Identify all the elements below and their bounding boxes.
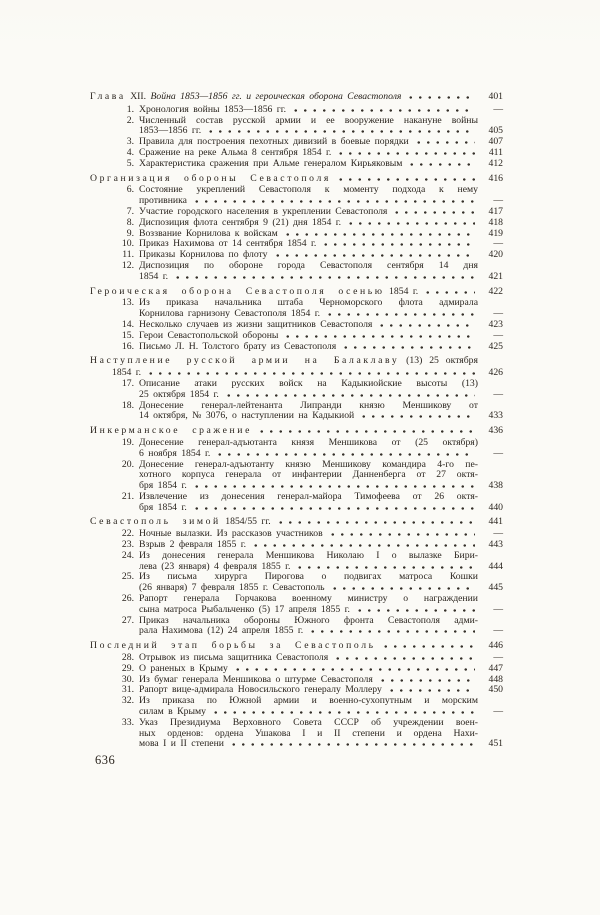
entry-number: 33. [121,716,134,728]
entry-text: Из письма хирурга Пирогова о подвигах матроса Кошки [139,571,478,583]
entry-text: Численный состав русской армии и ее вооружение накануне войны [139,114,478,126]
page-folio: 636 [95,753,116,767]
page-number: 446 [488,640,503,652]
page-number: 422 [488,285,503,297]
page-number: — [493,528,503,540]
toc-section-row [90,356,503,367]
toc-section-row [90,517,503,528]
entry-text [90,356,478,367]
entry-number: 8. [126,216,134,228]
dot-leader [233,668,475,671]
dot-leader [321,243,475,246]
page-number: 423 [488,318,503,330]
entry-number: 23. [121,539,134,551]
entry-number: 28. [121,652,134,664]
page-number: 436 [488,425,503,437]
entry-text: мова I и II степени [139,738,224,750]
page-number: — [493,103,503,115]
toc-continuation-row [90,449,503,460]
page-number: 441 [488,516,503,528]
page-number: — [493,238,503,250]
entry-number: 17. [121,377,134,389]
toc-item-row [90,105,503,116]
entry-text-part: Севастополь зимой [90,516,221,528]
page-number: 418 [488,216,503,228]
page-number: — [493,652,503,664]
page-number: 447 [488,662,503,674]
entry-text-part: Последний этап борьбы за Севастополь [90,640,376,652]
entry-text [90,517,271,528]
dot-leader [407,163,475,166]
toc-section-row [90,641,503,652]
dot-leader [173,276,475,279]
entry-number: 18. [121,399,134,411]
entry-text: Из донесения генерала Меншикова Николаю I о вылазке Бири- [139,549,478,561]
entry-text: Рапорт вице-адмирала Новосильского генералу Моллеру [139,684,382,696]
entry-number: 24. [121,549,134,561]
toc-section-row [90,287,503,298]
dot-leader [192,485,475,488]
entry-text-part: Организация обороны Севастополя [90,172,331,184]
dot-leader [355,609,475,612]
entry-number: 11. [122,249,134,261]
dot-leader [336,178,475,181]
entry-text: бря 1854 г. [139,501,187,513]
entry-text: Приказ начальника обороны Южного фронта Севастополя адми- [139,614,478,626]
entry-number: 21. [121,490,134,502]
page-number: 405 [488,125,503,137]
dot-leader [377,324,475,327]
entry-text: сына матроса Рыбальченко (5) 17 апреля 1855 г. [139,603,350,615]
entry-text: Из приказа начальника штаба Черноморского флота адмирала [139,297,478,309]
dot-leader [192,507,475,510]
page-number: — [493,706,503,718]
entry-number: 26. [121,593,134,605]
page-number: 433 [488,410,503,422]
entry-text: Диспозиция флота сентября 9 (21) дня 1854 г. [139,216,342,228]
dot-leader [206,130,475,133]
entry-text: Характеристика сражения при Альме генералом Кирьяковым [139,157,403,169]
entry-text-part: 1854 г. [384,285,419,297]
toc-item-row [90,331,503,342]
entry-text: Несколько случаев из жизни защитников Севастополя [139,318,373,330]
entry-text: 1854 г. [112,367,142,379]
entry-number: 15. [121,329,134,341]
dot-leader [215,453,475,456]
entry-text: Воззвание Корнилова к войскам [139,227,278,239]
entry-text: 6 ноября 1854 г. [139,447,211,459]
page-number: 440 [488,501,503,513]
dot-leader [257,430,475,433]
page-number: 401 [488,91,503,102]
entry-number: 12. [121,259,134,271]
entry-text [90,287,418,298]
entry-text: бря 1854 г. [139,480,187,492]
entry-text-part: Наступление русской армии на Балаклаву [90,355,400,367]
dot-leader [325,313,475,316]
dot-leader [251,544,475,547]
entry-text: (26 января) 7 февраля 1855 г. Севастополь [139,582,325,594]
dot-leader [359,415,475,418]
page-number: — [493,603,503,615]
entry-text [90,641,376,652]
entry-number: 7. [126,205,134,217]
toc-continuation-row [90,503,503,514]
entry-text: Из бумаг генерала Меншикова о штурме Севастополя [139,673,373,685]
entry-number: 22. [121,528,134,540]
page-number: 450 [488,684,503,696]
entry-text: Герои Севастопольской обороны [139,329,279,341]
toc-list [90,92,503,750]
dot-leader [283,233,475,236]
entry-number: 27. [121,614,134,626]
entry-text: Корнилова гарнизону Севастополя 1854 г. [139,308,321,320]
toc-item-row [90,159,503,170]
page-number: — [493,308,503,320]
dot-leader [341,346,475,349]
entry-text: противника [139,195,187,207]
page-number: 425 [488,340,503,352]
entry-text: Из приказа по Южной армии и военно-сухопутным и морским [139,695,478,707]
dot-leader [336,152,475,155]
entry-text: Участие городского населения в укреплении Севастополя [139,205,388,217]
entry-number: 29. [121,662,134,674]
entry-text-part: XII. [125,91,151,102]
toc-item-row [90,718,503,729]
entry-text-part: (13) 25 октября [399,355,478,367]
entry-text: Приказы Корнилова по флоту [139,249,268,261]
entry-text: Состояние укреплений Севастополя к моменту подхода к нему [139,184,478,196]
dot-leader [378,679,475,682]
entry-text [90,426,252,437]
entry-text: Правила для построения пехотных дивизий в боевые порядки [139,136,409,148]
entry-text [90,92,401,103]
dot-leader [224,394,475,397]
entry-text: Донесение генерал-адъютанту князю Меншикову командира 4-го пе- [139,458,478,470]
entry-text: ных орденов: ордена Ушакова I и II степени и ордена Нахи- [139,727,478,739]
entry-number: 5. [126,157,134,169]
entry-text: Донесение генерал-адъютанта князя Меншикова от (25 октября) [139,436,478,448]
entry-text: Донесение генерал-лейтенанта Липранди князю Меншикову от [139,399,478,411]
page-number: 443 [488,539,503,551]
page-number: 411 [488,146,503,158]
page-number: 412 [488,157,503,169]
entry-number: 1. [126,103,134,115]
page-number: 407 [488,136,503,148]
entry-number: 13. [121,297,134,309]
toc-continuation-row [90,390,503,401]
entry-number: 30. [121,673,134,685]
entry-text-part: Война 1853—1856 гг. и героическая оборона Севастополя [150,91,402,102]
entry-text: О раненых в Крыму [139,662,228,674]
entry-text-part: Героическая оборона Севастополя осенью [90,285,385,297]
entry-text: Сражение на реке Альма 8 сентября 1854 г. [139,146,332,158]
page-number: 448 [488,673,503,685]
page-number: — [493,329,503,341]
entry-text: силам в Крыму [139,706,206,718]
page-number: — [493,195,503,207]
page-number: 416 [488,172,503,184]
entry-number: 10. [121,238,134,250]
toc-continuation-row [90,411,503,422]
page-number: — [493,388,503,400]
entry-text: Письмо Л. Н. Толстого брату из Севастополя [139,340,337,352]
entry-number: 25. [121,571,134,583]
page-number: 417 [488,205,503,217]
page-number: 445 [488,582,503,594]
page-number: 419 [488,227,503,239]
toc-section-row [90,174,503,185]
entry-number: 19. [121,436,134,448]
toc-continuation-row [90,626,503,637]
toc-continuation-row [90,272,503,283]
entry-text: Взрыв 2 февраля 1855 г. [139,539,247,551]
toc-section-row [90,426,503,437]
entry-text: 1854 г. [139,270,169,282]
dot-leader [308,630,475,633]
dot-leader [330,587,475,590]
dot-leader [346,222,475,225]
entry-text: хотного корпуса генерала от инфантерии Данненберга от 27 октя- [139,469,478,481]
dot-leader [328,533,475,536]
dot-leader [333,657,475,660]
entry-number: 4. [126,146,134,158]
toc-item-row [90,218,503,229]
entry-text: 25 октября 1854 г. [139,388,219,400]
page-number: 438 [488,480,503,492]
entry-text: Отрывок из письма защитника Севастополя [139,652,329,664]
dot-leader [291,109,475,112]
entry-text [90,174,331,185]
dot-leader [381,645,475,648]
toc-continuation-row [90,739,503,750]
dot-leader [276,521,475,524]
entry-text: лева (23 января) 4 февраля 1855 г. [139,560,291,572]
toc-item-row [90,342,503,353]
entry-text: Приказ Нахимова от 14 сентября 1854 г. [139,238,317,250]
toc-chapter-row [90,92,503,103]
entry-text: 14 октября, № 3076, о наступлении на Кадыкиой [139,410,355,422]
entry-text-part: Глава [90,91,126,102]
page-number: 421 [488,270,503,282]
entry-number: 20. [121,458,134,470]
entry-number: 6. [126,184,134,196]
entry-number: 9. [126,227,134,239]
entry-number: 16. [121,340,134,352]
entry-text: Указ Президиума Верховного Совета СССР об учреждении воен- [139,716,478,728]
dot-leader [387,689,475,692]
page-number: 426 [488,367,503,379]
dot-leader [211,711,475,714]
dot-leader [283,335,475,338]
dot-leader [414,141,475,144]
entry-text: Рапорт генерала Горчакова военному министру о награждении [139,593,478,605]
entry-number: 31. [121,684,134,696]
page-number: — [493,625,503,637]
entry-number: 32. [121,695,134,707]
entry-text: Хронология войны 1853—1856 гг. [139,103,287,115]
page-number: 451 [488,738,503,750]
dot-leader [273,254,475,257]
entry-text: Ночные вылазки. Из рассказов участников [139,528,323,540]
entry-text: Извлечение из донесения генерал-майора Тимофеева от 26 октя- [139,490,478,502]
page-number: — [493,447,503,459]
entry-text-part: Инкерманское сражение [90,425,252,437]
page-number: 444 [488,560,503,572]
entry-number: 3. [126,136,134,148]
dot-leader [192,200,475,203]
dot-leader [392,211,475,214]
dot-leader [146,372,475,375]
entry-text: рала Нахимова (12) 24 апреля 1855 г. [139,625,304,637]
entry-text: 1853—1856 гг. [139,125,202,137]
dot-leader [295,566,475,569]
dot-leader [406,96,475,99]
entry-text: Описание атаки русских войск на Кадыкиойские высоты (13) [139,377,478,389]
entry-text: Диспозиция по обороне города Севастополя сентября 14 дня [139,259,478,271]
entry-text-part: 1854/55 гг. [220,516,271,528]
entry-number: 2. [126,114,134,126]
entry-number: 14. [121,318,134,330]
page-number: 420 [488,249,503,261]
dot-leader [423,291,475,294]
dot-leader [229,743,475,746]
